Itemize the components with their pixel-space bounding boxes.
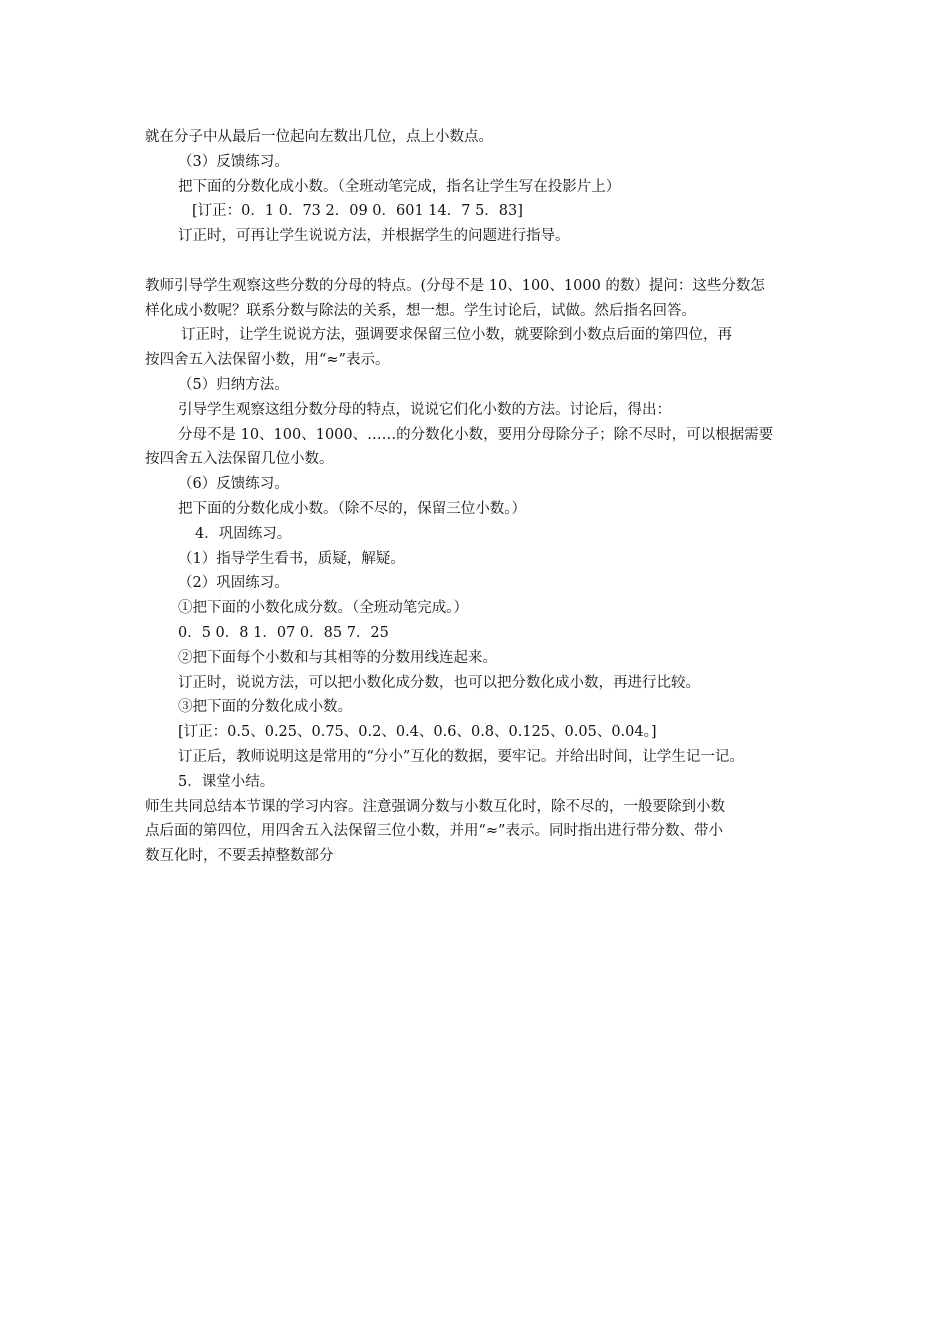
text-line: 5．课堂小结。 [178, 773, 275, 790]
text-line: 订正时，可再让学生说说方法，并根据学生的问题进行指导。 [178, 228, 570, 245]
text-line: 教师引导学生观察这些分数的分母的特点。(分母不是 10、100、1000 的数）提问：这些分数怎 [145, 277, 765, 294]
text-line: 把下面的分数化成小数。（除不尽的，保留三位小数。） [178, 500, 526, 517]
document-body [145, 125, 817, 869]
text-line: 就在分子中从最后一位起向左数出几位，点上小数点。 [145, 129, 493, 145]
text-line: 引导学生观察这组分数分母的特点，说说它们化小数的方法。讨论后，得出： [178, 401, 671, 418]
text-line: 样化成小数呢？联系分数与除法的关系，想一想。学生讨论后，试做。然后指名回答。 [145, 302, 696, 319]
text-line: 把下面的分数化成小数。（全班动笔完成，指名让学生写在投影片上） [178, 178, 621, 195]
text-line: 订正后，教师说明这是常用的“分小”互化的数据，要牢记。并给出时间，让学生记一记。 [178, 748, 744, 765]
text-line: ①把下面的小数化成分数。（全班动笔完成。） [178, 600, 468, 617]
text-line: [订正：0.5、0.25、0.75、0.2、0.4、0.6、0.8、0.125、0.05、0.04。] [178, 724, 657, 741]
text-line: [订正：0．1 0．73 2．09 0．601 14．7 5．83] [192, 203, 523, 220]
text-line: 订正时，让学生说说方法，强调要求保留三位小数，就要除到小数点后面的第四位，再 [181, 327, 732, 344]
text-line: 0．5 0．8 1．07 0．85 7．25 [178, 624, 389, 641]
text-line: ③把下面的分数化成小数。 [178, 699, 352, 716]
text-line: 4．巩固练习。 [195, 525, 292, 542]
text-line: 点后面的第四位，用四舍五入法保留三位小数，并用“≈”表示。同时指出进行带分数、带小 [145, 823, 723, 840]
text-line: 订正时，说说方法，可以把小数化成分数，也可以把分数化成小数，再进行比较。 [178, 674, 700, 691]
text-line: 分母不是 10、100、1000、……的分数化小数，要用分母除分子；除不尽时，可以根据需要 [178, 426, 774, 443]
text-line: （6）反馈练习。 [178, 476, 289, 493]
blank-line [145, 249, 817, 274]
text-line: （3）反馈练习。 [178, 153, 289, 170]
text-line: 按四舍五入法保留几位小数。 [145, 451, 334, 468]
text-line: 师生共同总结本节课的学习内容。注意强调分数与小数互化时，除不尽的，一般要除到小数 [145, 798, 725, 815]
text-line: 按四舍五入法保留小数，用“≈”表示。 [145, 352, 390, 369]
text-line: （2）巩固练习。 [178, 575, 289, 592]
text-line: ②把下面每个小数和与其相等的分数用线连起来。 [178, 649, 497, 666]
text-line: （5）归纳方法。 [178, 376, 289, 393]
text-line: （1）指导学生看书，质疑，解疑。 [178, 550, 405, 567]
text-line: 数互化时，不要丢掉整数部分 [145, 848, 334, 865]
